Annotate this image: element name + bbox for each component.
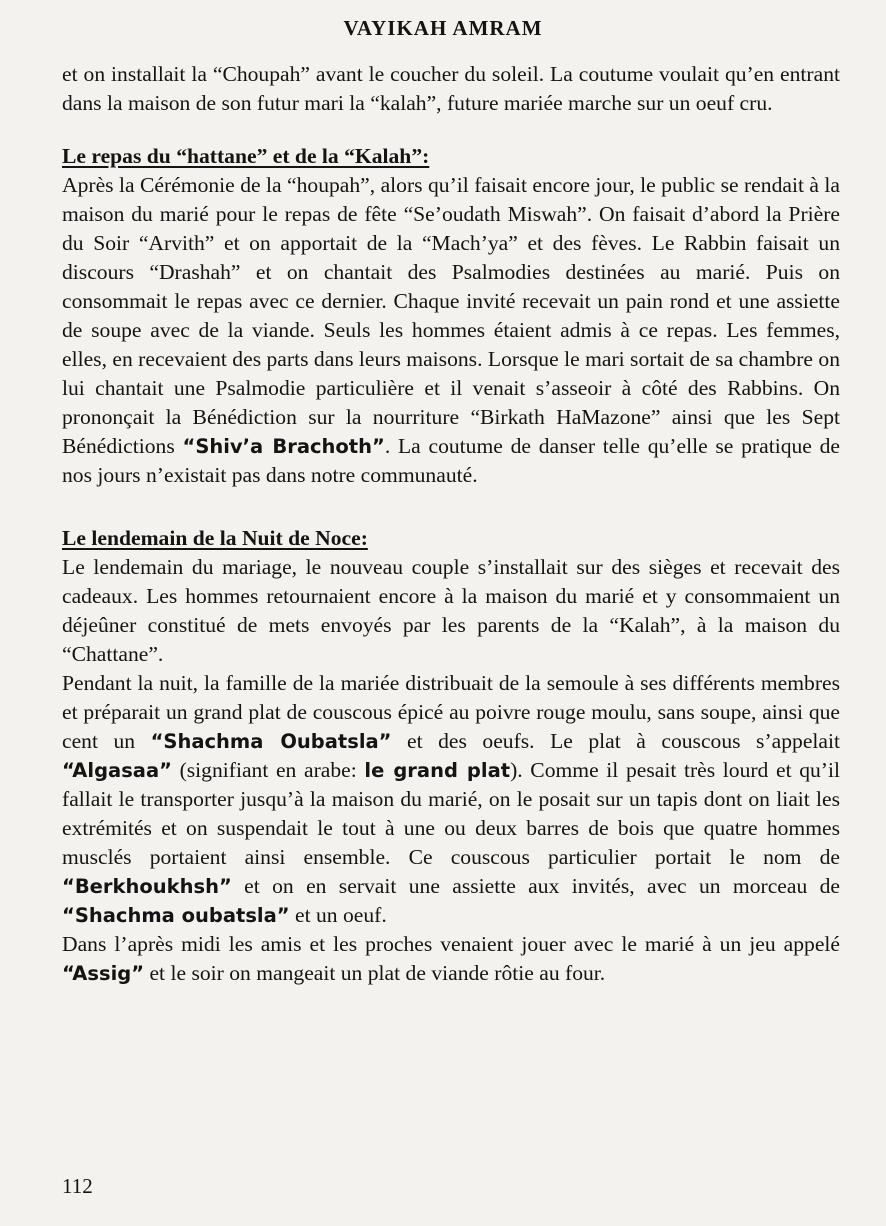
text-run: Dans l’après midi les amis et les proches venaient jouer avec le marié à un jeu appelé: [62, 932, 840, 956]
day-after-paragraph-2: [62, 669, 840, 930]
intro-paragraph: et on installait la “Choupah” avant le coucher du soleil. La coutume voulait qu’en entrant dans la maison de son futur mari la “kalah”, future mariée marche sur un oeuf cru.: [62, 62, 840, 115]
text-run: et on en servait une assiette aux invités, avec un morceau de: [231, 874, 840, 898]
text-run: (signifiant en arabe:: [171, 758, 365, 782]
bold-term: “Assig”: [62, 962, 145, 985]
running-head: VAYIKAH AMRAM: [343, 16, 543, 40]
text-run: et des oeufs. Le plat à couscous s’appelait: [391, 729, 840, 753]
day-after-paragraph-3: [62, 930, 840, 988]
spacer: [62, 118, 840, 142]
section-heading-day-after: Le lendemain de la Nuit de Noce:: [62, 526, 368, 550]
bold-term: “Shiv’a Brachoth”: [182, 435, 385, 458]
text-run: . La coutume de danser telle qu’elle se pratique de nos jours n’existait pas dans notre communauté.: [62, 434, 841, 487]
wedding-meal-paragraph: [62, 171, 840, 490]
text-run: et le soir on mangeait un plat de viande rôtie au four.: [144, 961, 606, 985]
bold-term: “Algasaa”: [62, 759, 172, 782]
page-number: 112: [62, 1174, 93, 1198]
text-run: Pendant la nuit, la famille de la mariée distribuait de la semoule à ses différents membres et préparait un grand plat de couscous épicé au poivre rouge moulu, sans soupe, ainsi que cent un: [62, 671, 840, 753]
section-heading-wedding-meal: Le repas du “hattane” et de la “Kalah”:: [62, 144, 430, 168]
bold-term: le grand plat: [364, 759, 511, 782]
bold-term: “Berkhoukhsh”: [62, 875, 232, 898]
spacer: [62, 490, 840, 524]
text-run: et un oeuf.: [289, 903, 387, 927]
text-run: ). Comme il pesait très lourd et qu’il fallait le transporter jusqu’à la maison du marié, on le posait sur un tapis dont on liait les extrémités et on suspendait le tout à une ou deux barres de bois que quatre hommes musclés portaient ainsi ensemble. Ce couscous particulier portait le nom de: [62, 758, 841, 869]
day-after-paragraph-1: Le lendemain du mariage, le nouveau couple s’installait sur des sièges et recevait des cadeaux. Les hommes retournaient encore à la maison du marié et y consommaient un déjeûner constitué de mets envoyés par les parents de la “Kalah”, à la maison du “Chattane”.: [62, 555, 840, 666]
bold-term: “Shachma Oubatsla”: [150, 730, 392, 753]
page-body: [62, 60, 840, 988]
text-run: Après la Cérémonie de la “houpah”, alors qu’il faisait encore jour, le public se rendait à la maison du marié pour le repas de fête “Se’oudath Miswah”. On faisait d’abord la Prière du Soir “Arvith” et on apportait de la “Mach’ya” et des fèves. Le Rabbin faisait un discours “Drashah” et on chantait des Psalmodies destinées au marié. Puis on consommait le repas avec ce dernier. Chaque invité recevait un pain rond et une assiette de soupe avec de la viande. Seuls les hommes étaient admis à ce repas. Les femmes, elles, en recevaient des parts dans leurs maisons. Lorsque le mari sortait de sa chambre on lui chantait une Psalmodie particulière et il venait s’asseoir à côté des Rabbins. On prononçait la Bénédiction sur la nourriture “Birkath HaMazone” ainsi que les Sept Bénédictions: [62, 173, 840, 458]
bold-term: “Shachma oubatsla”: [62, 904, 290, 927]
